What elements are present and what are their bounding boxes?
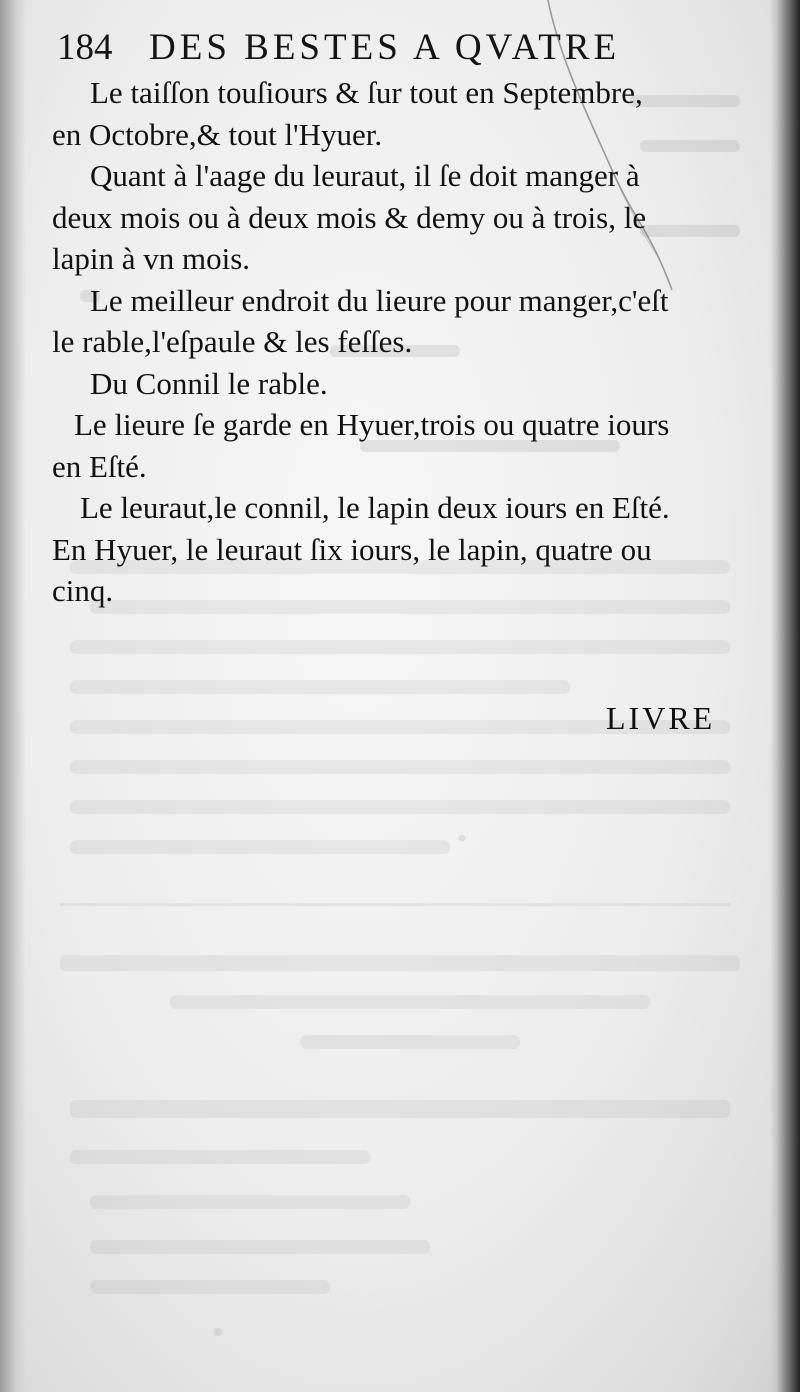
text-line: deux mois ou à deux mois & demy ou à trois, le	[52, 199, 647, 235]
running-head-title: DES BESTES A QVATRE	[149, 27, 621, 68]
text-line: Du Connil le rable.	[90, 365, 328, 401]
text-line: Le meilleur endroit du lieure pour manger,c'eſt	[90, 282, 669, 318]
paragraph	[52, 363, 742, 405]
catchword: LIVRE	[606, 700, 716, 736]
text-line: en Octobre,& tout l'Hyuer.	[52, 116, 383, 152]
text-line: cinq.	[52, 573, 114, 608]
paragraph	[52, 404, 742, 487]
page-number: 184	[57, 27, 113, 68]
paragraph	[52, 487, 742, 612]
paragraph	[52, 72, 742, 155]
paragraph	[52, 155, 742, 280]
running-header	[57, 22, 747, 70]
text-line: Le lieure ſe garde en Hyuer,trois ou quatre iours	[74, 407, 670, 442]
body-text	[52, 72, 742, 612]
text-line: Quant à l'aage du leuraut, il ſe doit manger à	[90, 158, 640, 193]
text-line: le rable,l'eſpaule & les feſſes.	[52, 324, 413, 359]
text-line: lapin à vn mois.	[52, 241, 251, 276]
text-line: Le leuraut,le connil, le lapin deux iours en Eſté.	[80, 490, 670, 525]
text-line: Le taiſſon touſiours & ſur tout en Septembre,	[90, 75, 643, 110]
text-line: en Eſté.	[52, 448, 147, 484]
paragraph	[52, 280, 742, 363]
text-line: En Hyuer, le leuraut ſix iours, le lapin, quatre ou	[52, 531, 652, 567]
